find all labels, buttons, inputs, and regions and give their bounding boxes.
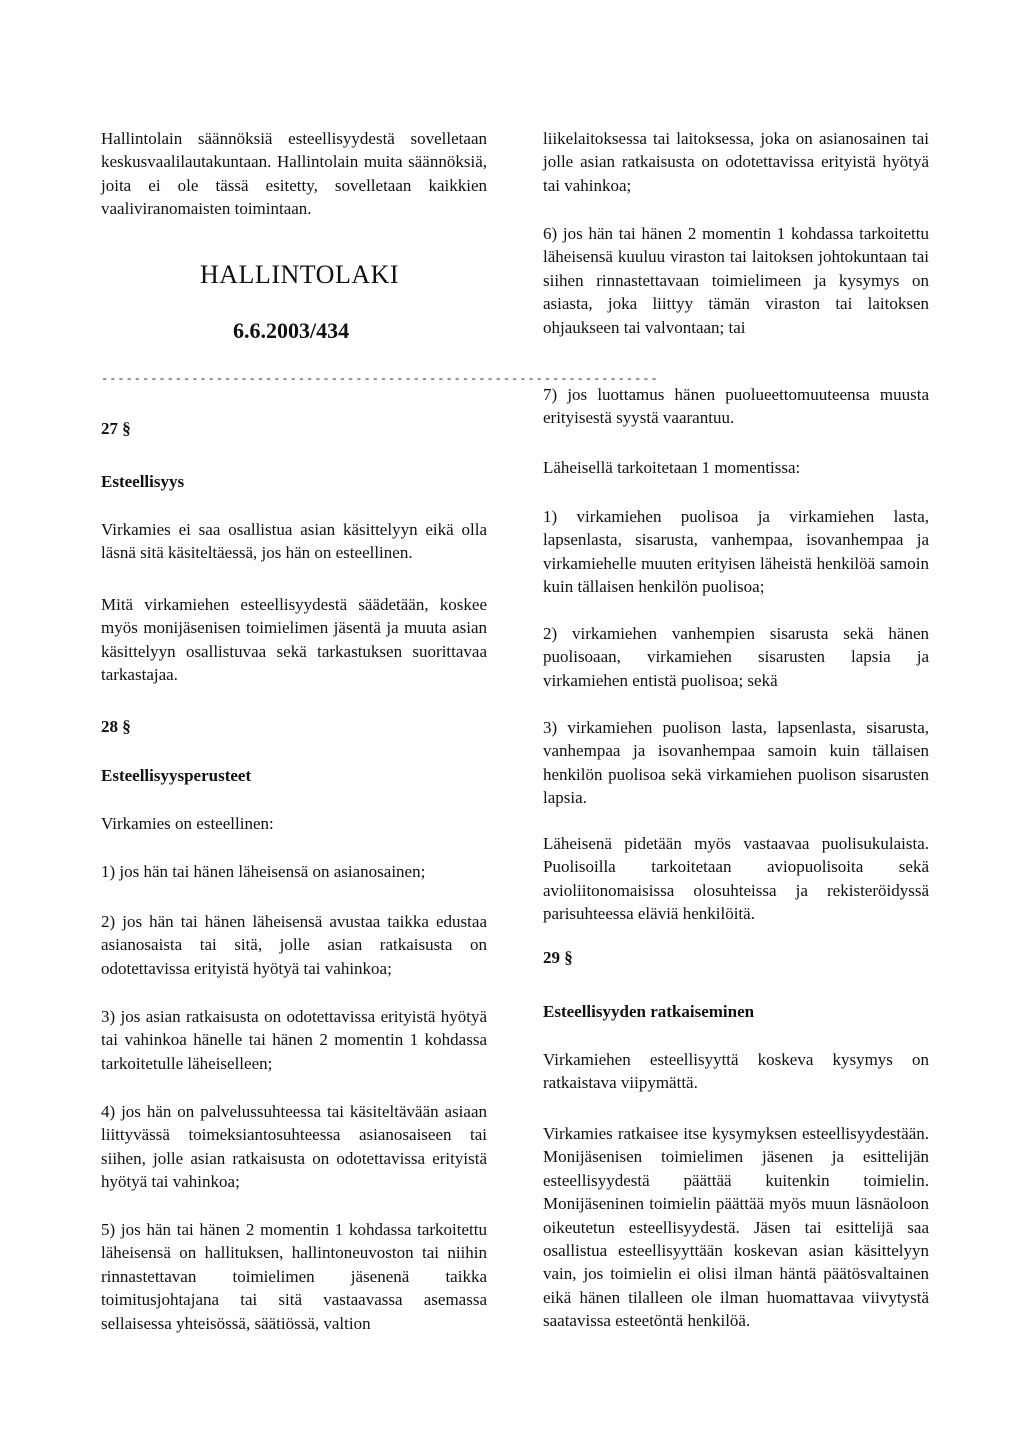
divider-line: -------------------------------------------------------------------- — [101, 372, 659, 386]
section-28-item-7: 7) jos luottamus hänen puolueettomuuteensa muusta erityisestä syystä vaarantuu. — [543, 385, 929, 428]
section-28-item-2: 2) jos hän tai hänen läheisensä avustaa taikka edustaa asianosaista tai sitä, jolle asian ratkaisusta on odotettavissa erityistä hyötyä tai vahinkoa; — [101, 912, 487, 978]
law-identifier: 6.6.2003/434 — [233, 318, 350, 343]
section-28-item-5-continued: liikelaitoksessa tai laitoksessa, joka on asianosainen tai jolle asian ratkaisusta on odotettavissa erityistä hyötyä tai vahinkoa; — [543, 129, 929, 195]
section-28-lead: Virkamies on esteellinen: — [101, 814, 274, 833]
intro-paragraph: Hallintolain säännöksiä esteellisyydestä sovelletaan keskusvaalilautakuntaan. Hallintolain muita säännöksiä, joita ei ole tässä esitetty, sovelletaan kaikkien vaaliviranomaisten toimintaan. — [101, 129, 487, 219]
section-28-closing: Läheisenä pidetään myös vastaavaa puolisukulaista. Puolisoilla tarkoitetaan aviopuolisoita sekä avioliitonomaisissa olosuhteissa ja rekisteröidyssä parisuhteessa eläviä henkilöitä. — [543, 834, 929, 924]
relatives-item-2: 2) virkamiehen vanhempien sisarusta sekä hänen puolisoaan, virkamiehen sisarusten lapsia ja virkamiehen entistä puolisoa; sekä — [543, 624, 929, 690]
section-28-item-4: 4) jos hän on palvelussuhteessa tai käsiteltävään asiaan liittyvässä toimeksiantosuhteessa asianosaiseen tai siihen, jolle asian ratkaisusta on odotettavissa erityistä hyötyä tai vahinkoa; — [101, 1102, 487, 1192]
section-28-item-6: 6) jos hän tai hänen 2 momentin 1 kohdassa tarkoitettu läheisensä kuuluu viraston tai laitoksen johtokuntaan tai siihen rinnastettavaan toimielimeen ja kysymys on asiasta, joka liittyy tämän viraston tai laitoksen ohjaukseen tai valvontaan; tai — [543, 224, 929, 337]
section-29-paragraph-1: Virkamiehen esteellisyyttä koskeva kysymys on ratkaistava viipymättä. — [543, 1050, 929, 1093]
section-28-number: 28 § — [101, 717, 131, 736]
section-28-item-3: 3) jos asian ratkaisusta on odotettavissa erityistä hyötyä tai vahinkoa hänelle tai hänen 2 momentin 1 kohdassa tarkoitetulle läheiselleen; — [101, 1007, 487, 1073]
section-27-title: Esteellisyys — [101, 472, 185, 491]
section-27-number: 27 § — [101, 419, 131, 438]
section-27-paragraph-1: Virkamies ei saa osallistua asian käsittelyyn eikä olla läsnä sitä käsiteltäessä, jos hän on esteellinen. — [101, 520, 487, 563]
document-title: HALLINTOLAKI — [200, 260, 400, 289]
section-28-title: Esteellisyysperusteet — [101, 766, 252, 785]
relatives-item-3: 3) virkamiehen puolison lasta, lapsenlasta, sisarusta, vanhempaa ja isovanhempaa samoin kuin tällaisen henkilön puolisoa sekä virkamiehen puolison sisarusten lapsia. — [543, 718, 929, 808]
section-29-paragraph-2: Virkamies ratkaisee itse kysymyksen esteellisyydestään. Monijäsenisen toimielimen jäsenen ja esittelijän esteellisyydestä päättää kuitenkin toimielin. Monijäseninen toimielin päättää myös muun läsnäoloon oikeutetun esteellisyydestä. Jäsen tai esittelijä saa osallistua esteellisyyttään koskevan asian käsittelyyn vain, jos toimielin ei olisi ilman häntä päätösvaltainen eikä hänen tilalleen ole ilman huomattavaa viivytystä saatavissa esteetöntä henkilöä. — [543, 1124, 929, 1331]
section-29-number: 29 § — [543, 948, 573, 967]
section-28-item-1: 1) jos hän tai hänen läheisensä on asianosainen; — [101, 862, 426, 881]
relatives-item-1: 1) virkamiehen puolisoa ja virkamiehen lasta, lapsenlasta, sisarusta, vanhempaa, isovanhempaa ja virkamiehelle muuten erityisen läheistä henkilöä samoin kuin tällaisen henkilön puolisoa; — [543, 507, 929, 597]
relatives-lead: Läheisellä tarkoitetaan 1 momentissa: — [543, 458, 801, 477]
section-28-item-5: 5) jos hän tai hänen 2 momentin 1 kohdassa tarkoitettu läheisensä on hallituksen, hallintoneuvoston tai niihin rinnastettavan toimielimen jäsenenä taikka toimitusjohtajana tai sitä vastaavassa asemassa sellaisessa yhteisössä, säätiössä, valtion — [101, 1220, 487, 1333]
section-29-title: Esteellisyyden ratkaiseminen — [543, 1002, 755, 1021]
section-27-paragraph-2: Mitä virkamiehen esteellisyydestä säädetään, koskee myös monijäsenisen toimielimen jäsentä ja muuta asian käsittelyyn osallistuvaa sekä tarkastuksen suorittavaa tarkastajaa. — [101, 595, 487, 685]
